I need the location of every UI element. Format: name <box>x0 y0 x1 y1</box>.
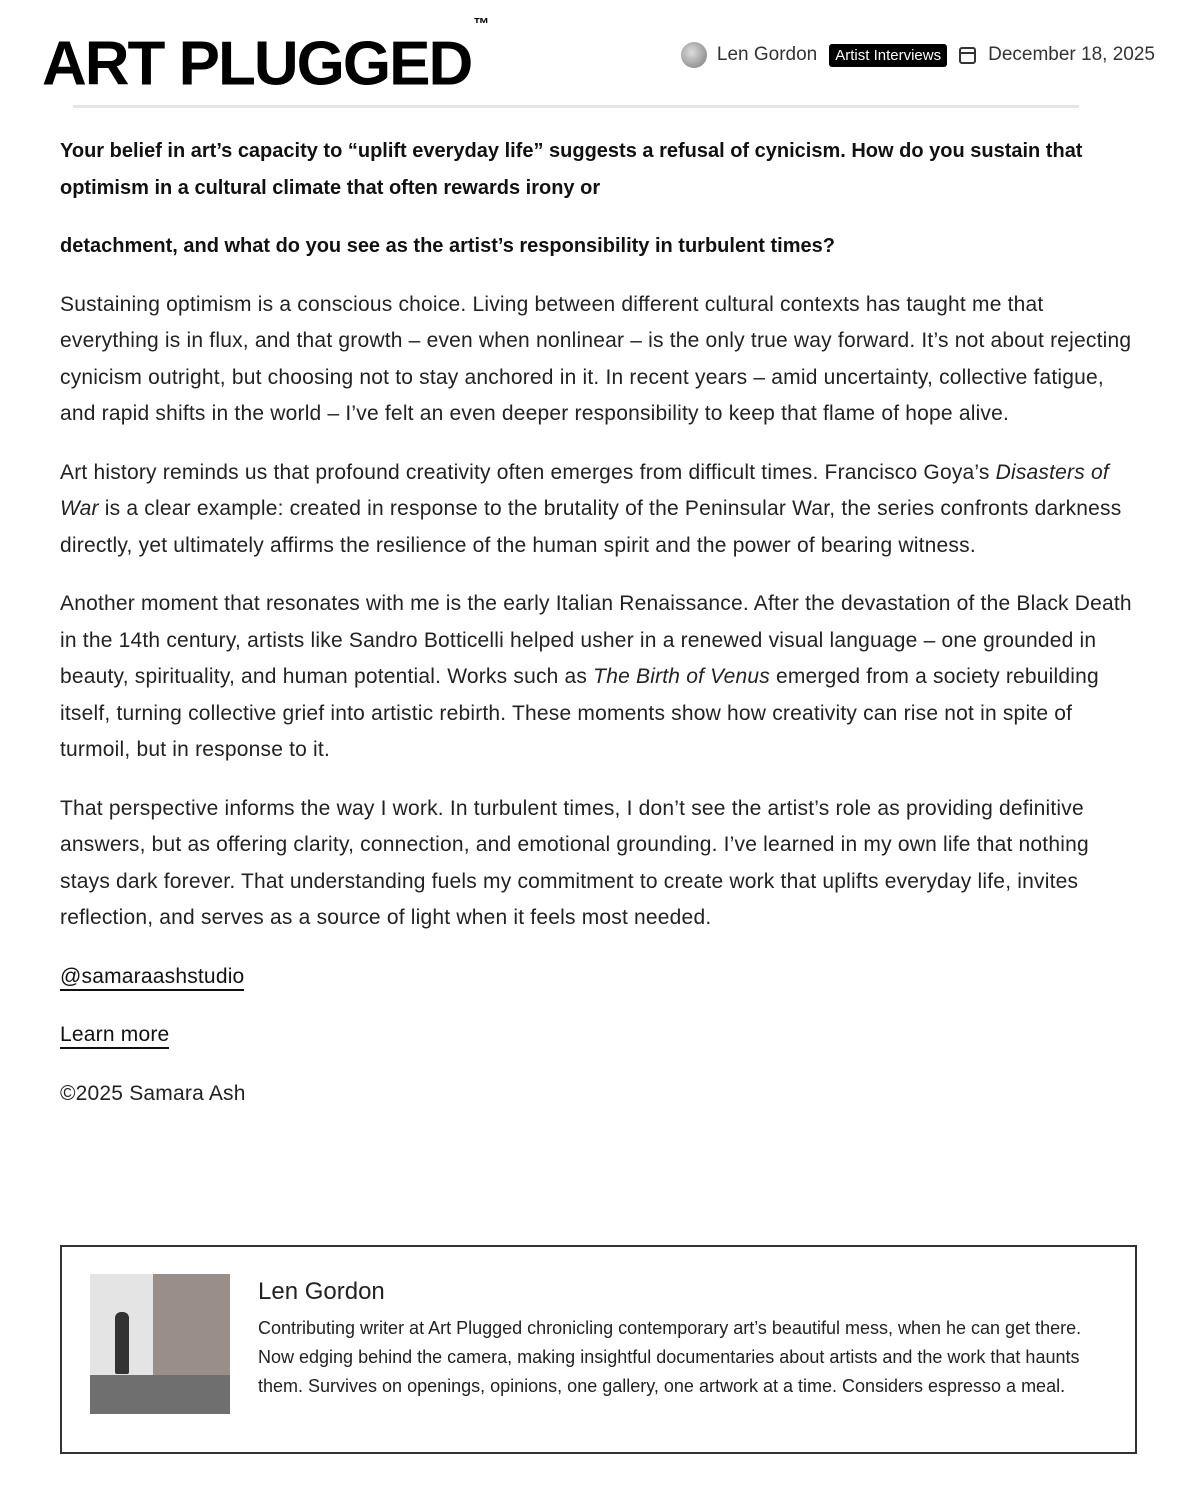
divider <box>73 105 1079 108</box>
author-name[interactable]: Len Gordon <box>716 44 818 65</box>
trademark: ™ <box>473 16 490 33</box>
learn-more-line <box>60 1017 1138 1054</box>
question: Your belief in art’s capacity to “uplift everyday life” suggests a refusal of cynicism. How do you sustain that optimism in a cultural climate that often rewards irony or <box>60 140 1083 199</box>
bio-author-name[interactable]: Len Gordon <box>258 1278 385 1305</box>
calendar-icon <box>959 47 976 64</box>
paragraph <box>60 455 1138 565</box>
article-body <box>60 133 1138 1134</box>
category-badge[interactable]: Artist Interviews <box>829 44 947 67</box>
paragraph <box>60 586 1138 769</box>
paragraph: Sustaining optimism is a conscious choice. Living between different cultural contexts has taught me that everything is in flux, and that growth – even when nonlinear – is the only true way forward. It’s not about rejecting cynicism outright, but choosing not to stay anchored in it. In recent years – amid uncertainty, collective fatigue, and rapid shifts in the world – I’ve felt an even deeper responsibility to keep that flame of hope alive. <box>60 292 1132 425</box>
author-bio-box <box>60 1245 1137 1454</box>
text: Art history reminds us that profound creativity often emerges from difficult times. Francisco Goya’s <box>60 460 996 484</box>
text: is a clear example: created in response to the brutality of the Peninsular War, the series confronts darkness directly, yet ultimately affirms the resilience of the human spirit and the power of bearing witness. <box>60 497 1122 557</box>
text: emerged from a society rebuilding itself, turning collective grief into artistic rebirth. These moments show how creativity can rise not in spite of turmoil, but in response to it. <box>60 665 1099 761</box>
logo-text: ART PLUGGED <box>42 29 472 99</box>
handle-line <box>60 959 1138 996</box>
person-figure <box>115 1312 129 1374</box>
bio-description: Contributing writer at Art Plugged chronicling contemporary art’s beautiful mess, when he can get there. Now edging behind the camera, making insightful documentaries about artists and the work that haunts them. Survives on openings, opinions, one gallery, one artwork at a time. Considers espresso a meal. <box>258 1318 1082 1396</box>
learn-more-link[interactable]: Learn more <box>60 1023 169 1049</box>
text: Another moment that resonates with me is the early Italian Renaissance. After the devastation of the Black Death in the 14th century, artists like Sandro Botticelli helped usher in a renewed visual language – one grounded in beauty, spirituality, and human potential. Works such as <box>60 592 1132 688</box>
artwork-title: The Birth of Venus <box>593 665 770 688</box>
author-avatar <box>681 42 707 68</box>
site-logo[interactable] <box>42 16 490 100</box>
question-continued: detachment, and what do you see as the artist’s responsibility in turbulent times? <box>60 235 835 257</box>
copyright: ©2025 Samara Ash <box>60 1081 246 1105</box>
post-meta <box>681 42 1155 68</box>
paragraph: That perspective informs the way I work. In turbulent times, I don’t see the artist’s role as providing definitive answers, but as offering clarity, connection, and emotional grounding. I’ve learned in my own life that nothing stays dark forever. That understanding fuels my commitment to create work that uplifts everyday life, invites reflection, and serves as a source of light when it feels most needed. <box>60 796 1089 929</box>
author-photo <box>90 1274 230 1414</box>
artwork-title: Disasters of War <box>60 460 1109 520</box>
post-date: December 18, 2025 <box>988 44 1155 65</box>
instagram-handle-link[interactable]: @samaraashstudio <box>60 965 244 991</box>
